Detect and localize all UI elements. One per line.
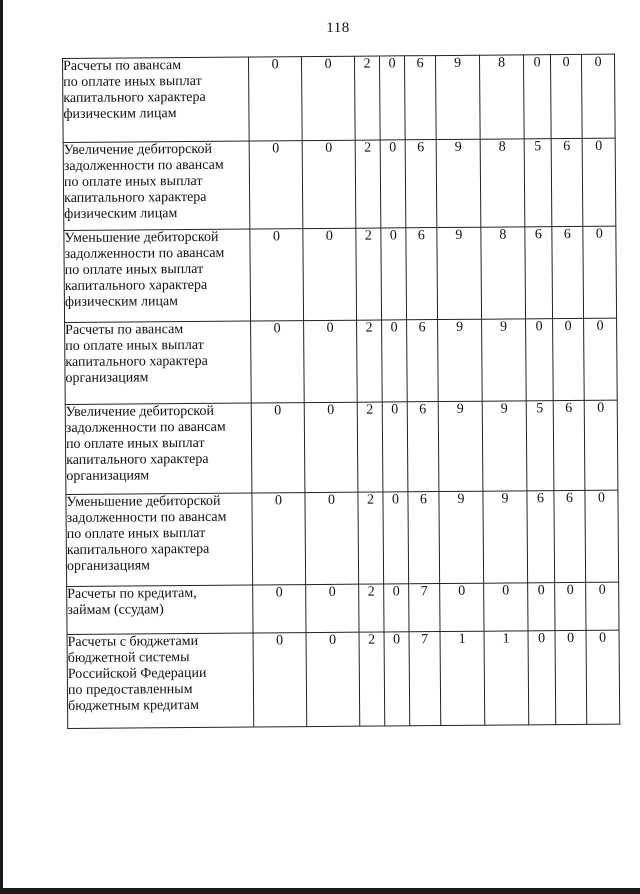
code-digit-cell: 0 xyxy=(526,319,554,401)
row-label-line: бюджетным кредитам xyxy=(68,697,200,714)
row-label-line: капитального характера xyxy=(63,89,206,106)
row-label xyxy=(65,321,252,404)
row-label-line: задолженности по авансам xyxy=(65,419,226,436)
row-label xyxy=(63,57,250,142)
code-digit-cell: 0 xyxy=(306,632,360,726)
table-row xyxy=(67,630,620,728)
row-label xyxy=(63,141,250,230)
code-digit-cell: 0 xyxy=(484,583,528,631)
code-digit-cell: 9 xyxy=(483,491,528,583)
row-label-line: по оплате иных выплат xyxy=(66,525,206,542)
code-digit-cell: 0 xyxy=(384,632,410,726)
code-digit-cell: 0 xyxy=(584,318,618,400)
code-digit-cell: 0 xyxy=(582,138,616,226)
code-digit-cell: 0 xyxy=(381,228,407,320)
scan-left-edge xyxy=(0,0,3,894)
row-label-line: капитального характера xyxy=(66,451,209,468)
code-digit-cell: 5 xyxy=(526,401,554,491)
code-digit-cell: 6 xyxy=(552,226,584,318)
code-digit-cell: 0 xyxy=(380,140,406,228)
row-label-line: Расчеты с бюджетами xyxy=(67,633,199,650)
code-digit-cell: 9 xyxy=(436,139,481,227)
code-digit-cell: 7 xyxy=(409,632,441,726)
code-digit-cell: 1 xyxy=(440,631,485,725)
code-digit-cell: 0 xyxy=(251,403,305,493)
row-label-line: Увеличение дебиторской xyxy=(65,403,215,420)
row-label-line: физическим лицам xyxy=(64,294,179,310)
code-digit-cell: 0 xyxy=(585,490,619,582)
row-label-line: задолженности по авансам xyxy=(63,157,224,174)
code-digit-cell: 6 xyxy=(407,402,439,492)
code-digit-cell: 0 xyxy=(528,583,555,631)
code-digit-cell: 0 xyxy=(304,402,358,492)
table-row xyxy=(65,318,618,404)
row-label-line: Увеличение дебиторской xyxy=(63,141,212,158)
row-label-line: капитального характера xyxy=(64,189,207,206)
code-digit-cell: 0 xyxy=(555,582,586,630)
code-digit-cell: 2 xyxy=(356,228,382,320)
account-code-table xyxy=(62,54,620,729)
code-digit-cell: 1 xyxy=(484,631,529,725)
row-label-line: Уменьшение дебиторской xyxy=(66,493,221,510)
code-digit-cell: 0 xyxy=(306,584,359,632)
code-digit-cell: 9 xyxy=(438,319,483,401)
code-digit-cell: 6 xyxy=(525,227,553,319)
row-label-line: Расчеты по кредитам, xyxy=(67,585,197,602)
code-digit-cell: 0 xyxy=(253,633,307,727)
row-label-line: капитального характера xyxy=(66,541,210,558)
table-row xyxy=(66,490,619,586)
row-label xyxy=(66,493,253,586)
code-digit-cell: 9 xyxy=(437,227,482,319)
code-digit-cell: 9 xyxy=(439,491,484,583)
code-digit-cell: 0 xyxy=(528,631,556,725)
table-row xyxy=(64,226,617,322)
row-label-line: Расчеты по авансам xyxy=(65,322,184,338)
row-label-line: по оплате иных выплат xyxy=(63,73,202,90)
row-label-line: физическим лицам xyxy=(64,206,178,222)
code-digit-cell: 8 xyxy=(479,55,524,139)
row-label-line: организациям xyxy=(66,558,151,574)
row-label-line: Расчеты по авансам xyxy=(63,58,182,74)
code-digit-cell: 6 xyxy=(407,320,439,402)
code-digit-cell: 2 xyxy=(359,584,384,632)
code-digit-cell: 0 xyxy=(586,582,619,630)
table-row xyxy=(63,138,616,230)
code-digit-cell: 8 xyxy=(480,139,525,227)
code-digit-cell: 0 xyxy=(586,630,620,724)
code-digit-cell: 0 xyxy=(523,55,551,139)
code-digit-cell: 0 xyxy=(382,320,408,402)
code-digit-cell: 0 xyxy=(250,229,304,321)
code-digit-cell: 0 xyxy=(383,492,409,584)
row-label-line: капитального характера xyxy=(65,353,208,370)
code-digit-cell: 2 xyxy=(357,320,383,402)
row-label-line: организациям xyxy=(65,370,149,386)
code-digit-cell: 9 xyxy=(435,55,480,139)
code-digit-cell: 0 xyxy=(304,320,358,402)
table-row xyxy=(65,400,618,494)
code-digit-cell: 6 xyxy=(554,490,586,582)
row-label-line: по оплате иных выплат xyxy=(65,435,205,452)
code-digit-cell: 0 xyxy=(249,141,303,229)
row-label-line: бюджетной системы xyxy=(67,650,190,666)
code-digit-cell: 0 xyxy=(440,583,484,631)
code-digit-cell: 6 xyxy=(408,492,440,584)
row-label-line: по оплате иных выплат xyxy=(64,261,204,278)
row-label-line: Уменьшение дебиторской xyxy=(64,229,219,246)
code-digit-cell: 5 xyxy=(524,139,552,227)
code-digit-cell: 0 xyxy=(305,492,359,584)
row-label-line: по предоставленным xyxy=(67,681,193,698)
code-digit-cell: 0 xyxy=(584,400,618,490)
code-digit-cell: 6 xyxy=(527,491,555,583)
code-digit-cell: 6 xyxy=(404,56,436,140)
code-digit-cell: 2 xyxy=(357,402,383,492)
scan-bottom-edge xyxy=(0,888,640,894)
code-digit-cell: 0 xyxy=(301,56,355,140)
code-digit-cell: 8 xyxy=(481,227,526,319)
code-digit-cell: 2 xyxy=(355,140,381,228)
code-digit-cell: 0 xyxy=(583,226,617,318)
row-label-line: организациям xyxy=(66,468,150,484)
code-digit-cell: 6 xyxy=(553,400,585,490)
code-digit-cell: 0 xyxy=(555,630,587,724)
code-digit-cell: 6 xyxy=(406,228,438,320)
table-row xyxy=(63,54,616,142)
code-digit-cell: 0 xyxy=(248,57,302,141)
row-label-line: задолженности по авансам xyxy=(64,245,225,262)
code-digit-cell: 9 xyxy=(482,401,527,491)
code-digit-cell: 0 xyxy=(302,140,356,228)
row-label-line: по оплате иных выплат xyxy=(63,173,203,190)
code-digit-cell: 0 xyxy=(581,54,615,138)
code-digit-cell: 0 xyxy=(553,318,585,400)
code-digit-cell: 2 xyxy=(354,56,380,140)
code-digit-cell: 9 xyxy=(482,319,527,401)
code-digit-cell: 2 xyxy=(359,632,385,726)
code-digit-cell: 6 xyxy=(405,140,437,228)
row-label-line: займам (ссудам) xyxy=(67,602,164,618)
row-label-line: капитального характера xyxy=(64,277,208,294)
row-label-line: задолженности по авансам xyxy=(66,509,227,526)
code-digit-cell: 0 xyxy=(379,56,405,140)
code-digit-cell: 0 xyxy=(252,493,306,585)
row-label xyxy=(67,633,254,728)
code-digit-cell: 0 xyxy=(382,402,408,492)
row-label xyxy=(64,229,251,322)
code-digit-cell: 0 xyxy=(550,54,582,138)
page-number: 118 xyxy=(326,20,350,36)
code-digit-cell: 0 xyxy=(253,585,306,633)
row-label xyxy=(65,403,252,494)
code-digit-cell: 0 xyxy=(384,584,409,632)
table-row xyxy=(67,582,619,634)
code-digit-cell: 0 xyxy=(303,228,357,320)
row-label-line: Российской Федерации xyxy=(67,665,207,682)
code-digit-cell: 7 xyxy=(409,584,440,632)
row-label-line: по оплате иных выплат xyxy=(65,337,204,354)
code-digit-cell: 2 xyxy=(358,492,384,584)
code-digit-cell: 0 xyxy=(251,321,305,403)
code-digit-cell: 9 xyxy=(438,401,483,491)
code-digit-cell: 6 xyxy=(551,138,583,226)
row-label xyxy=(67,585,253,634)
row-label-line: физическим лицам xyxy=(63,106,177,122)
